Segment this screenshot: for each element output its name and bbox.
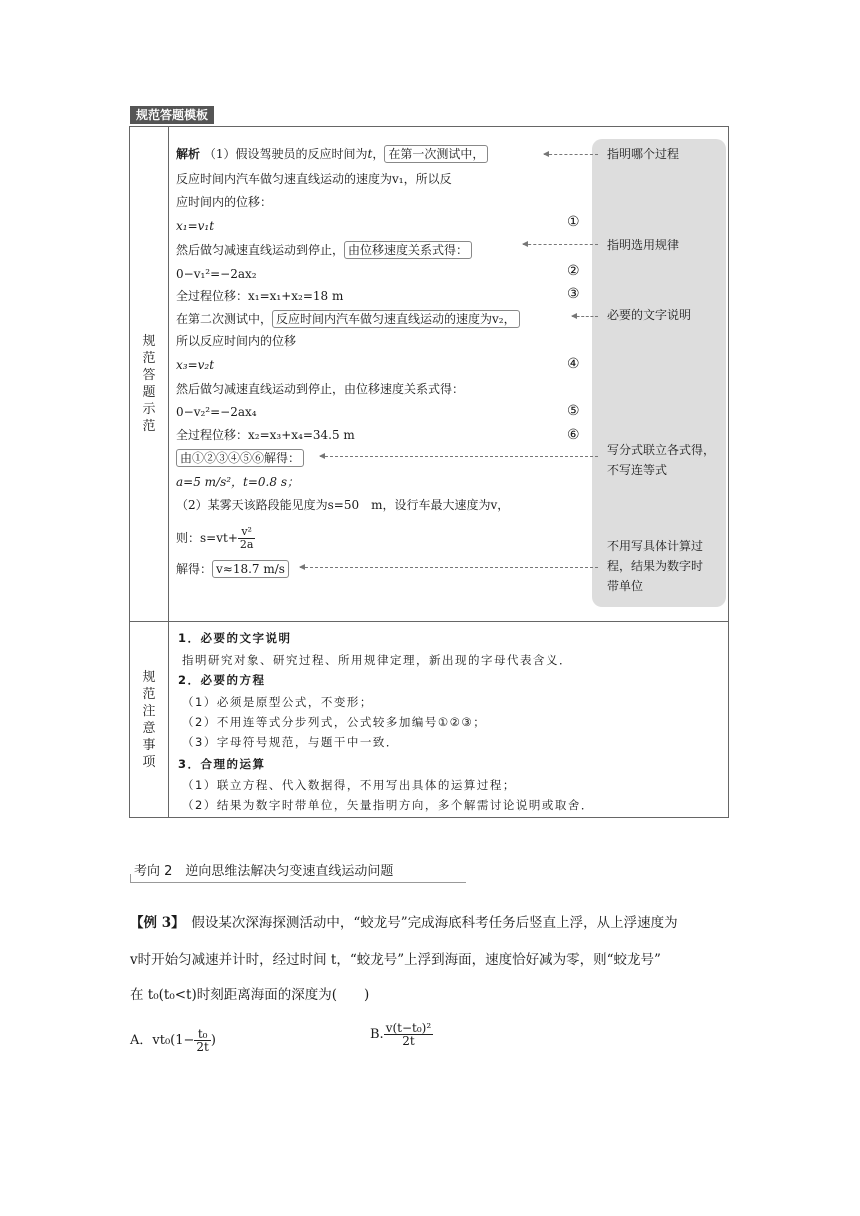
notes-text-3a: （1）联立方程、代入数据得，不用写出具体的运算过程；: [182, 778, 516, 792]
notes-text-3b: （2）结果为数字时带单位，矢量指明方向，多个解需讨论说明或取舍．: [182, 798, 594, 812]
notes-heading-2: 2．必要的方程: [178, 673, 266, 687]
demo-line-16: （2）某雾天该路段能见度为s=50 m，设行车最大速度为v，: [176, 498, 510, 512]
eq-number-3: ③: [567, 286, 580, 302]
side-header-demo: 规 范 答 题 示 范: [142, 334, 156, 434]
notes-text-2b: （2）不用连等式分步列式，公式较多加编号①②③；: [182, 715, 487, 729]
side-note-1: 指明哪个过程: [607, 147, 680, 161]
demo-line-17: 则：s=vt+ $\frac{\text{v²}}{2a}$: [176, 525, 254, 551]
row-divider: [130, 621, 728, 622]
arrow-icon: [544, 154, 598, 155]
demo-line-5: 然后做匀减速直线运动到停止， 由位移速度关系式得：: [176, 242, 472, 258]
example-line-1: 【例 3】 假设某次深海探测活动中，“蛟龙号”完成海底科考任务后竖直上浮，从上浮速度为: [130, 915, 678, 931]
eq-number-4: ④: [567, 356, 580, 372]
arrow-icon: [572, 316, 598, 317]
demo-line-2: 反应时间内汽车做匀速直线运动的速度为v₁，所以反: [176, 172, 452, 186]
option-a: A．vt₀(1− $\frac{\text{t₀}}{2t}$ ): [130, 1027, 216, 1054]
arrow-icon: [523, 244, 598, 245]
boxed-text: 在第一次测试中，: [384, 145, 488, 163]
demo-line-11: 然后做匀减速直线运动到停止，由位移速度关系式得：: [176, 382, 465, 396]
column-divider: [168, 127, 169, 817]
demo-line-13: 全过程位移：x₂=x₃+x₄=34.5 m: [176, 428, 355, 442]
boxed-text: 由位移速度关系式得：: [344, 241, 472, 259]
arrow-icon: [300, 567, 598, 568]
demo-line-15: a=5 m/s²，t=0.8 s；: [176, 475, 299, 489]
notes-text-2a: （1）必须是原型公式，不变形；: [182, 695, 373, 709]
eq-number-2: ②: [567, 263, 580, 279]
notes-text-2c: （3）字母符号规范，与题干中一致．: [182, 735, 399, 749]
demo-line-9: 所以反应时间内的位移: [176, 334, 297, 348]
demo-line-8: 在第二次测试中， 反应时间内汽车做匀速直线运动的速度为v₂，: [176, 311, 520, 327]
notes-heading-1: 1．必要的文字说明: [178, 631, 292, 645]
demo-line-12: 0−v₂²=−2ax₄: [176, 405, 257, 419]
section-heading: 考向 2 逆向思维法解决匀变速直线运动问题: [130, 858, 466, 883]
side-note-5: 不用写具体计算过 程，结果为数字时 带单位: [607, 539, 704, 593]
template-tag: 规范答题模板: [130, 106, 214, 124]
demo-line-14: [176, 450, 304, 466]
demo-line-10: x₃=v₂t: [176, 358, 215, 372]
notes-heading-3: 3．合理的运算: [178, 757, 266, 771]
arrow-icon: [320, 456, 598, 457]
eq-number-5: ⑤: [567, 403, 580, 419]
demo-line-4: x₁=v₁t: [176, 219, 215, 233]
demo-line-6: 0−v₁²=−2ax₂: [176, 267, 257, 281]
boxed-text: 反应时间内汽车做匀速直线运动的速度为v₂，: [272, 310, 520, 328]
demo-line-1: 解析 （1）假设驾驶员的反应时间为t， 在第一次测试中，: [176, 146, 488, 162]
side-note-2: 指明选用规律: [607, 238, 680, 252]
notes-text-1: 指明研究对象、研究过程、所用规律定理，新出现的字母代表含义．: [182, 653, 572, 667]
eq-number-1: ①: [567, 214, 580, 230]
example-line-3: 在 t₀(t₀<t)时刻距离海面的深度为( ): [130, 987, 370, 1003]
side-header-notes: 规 范 注 意 事 项: [142, 670, 156, 770]
side-note-3: 必要的文字说明: [607, 308, 692, 322]
boxed-text: v≈18.7 m/s: [212, 560, 289, 578]
fraction: $\frac{\text{v²}}{2a}$: [239, 525, 254, 551]
boxed-text: 由①②③④⑤⑥解得：: [176, 449, 304, 467]
demo-line-7: 全过程位移：x₁=x₁+x₂=18 m: [176, 289, 344, 303]
option-b: B. $\frac{\text{v(t−t₀)²}}{2t}$: [370, 1021, 432, 1048]
demo-line-3: 应时间内的位移：: [176, 195, 273, 209]
eq-number-6: ⑥: [567, 427, 580, 443]
demo-line-18: 解得： v≈18.7 m/s: [176, 561, 289, 577]
example-line-2: v时开始匀减速并计时，经过时间 t，“蛟龙号”上浮到海面，速度恰好减为零，则“蛟龙号”: [130, 952, 661, 968]
side-note-4: 写分式联立各式得， 不写连等式: [607, 443, 716, 477]
